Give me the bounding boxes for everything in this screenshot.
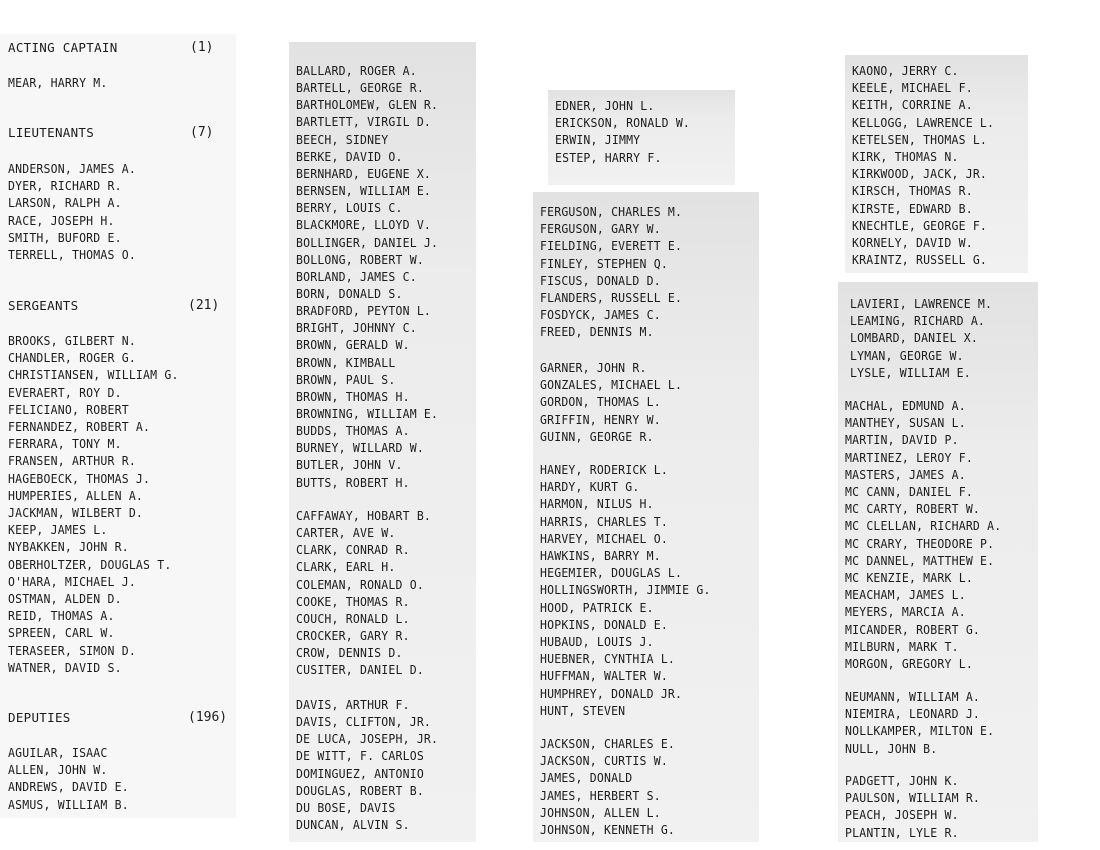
roster-name: KIRSTE, EDWARD B. [852,200,973,216]
roster-name: BROWN, KIMBALL [296,354,396,370]
roster-name: MC CLELLAN, RICHARD A. [845,518,1002,534]
roster-name: BURNEY, WILLARD W. [296,440,424,456]
roster-name: EDNER, JOHN L. [555,98,655,113]
roster-name: FIELDING, EVERETT E. [540,238,683,254]
roster-name: HAWKINS, BARRY M. [540,548,661,563]
roster-name: HOOD, PATRICK E. [540,599,654,615]
roster-name: MANTHEY, SUSAN L. [845,415,966,431]
roster-name: HOPKINS, DONALD E. [540,616,668,632]
roster-name: FERGUSON, CHARLES M. [540,204,683,219]
roster-name: JACKMAN, WILBERT D. [8,505,144,520]
sergeants-count: (21) [188,298,220,313]
roster-name: BRADFORD, PEYTON L. [296,303,432,319]
lieutenants-heading: LIEUTENANTS [8,125,95,140]
roster-name: PLANTIN, LYLE R. [845,824,959,840]
roster-name: BARTLETT, VIRGIL D. [296,114,432,130]
roster-name: PADGETT, JOHN K. [845,773,959,788]
roster-name: BOLLONG, ROBERT W. [296,251,424,267]
roster-name: KAONO, JERRY C. [852,63,959,78]
roster-name: BLACKMORE, LLOYD V. [296,217,432,233]
roster-name: LYSLE, WILLIAM E. [850,364,971,380]
roster-name: NIEMIRA, LEONARD J. [845,706,981,722]
roster-name: BARTHOLOMEW, GLEN R. [296,97,439,113]
roster-name: HARRIS, CHARLES T. [540,513,668,529]
roster-name: HARDY, KURT G. [540,479,640,495]
roster-name: DE LUCA, JOSEPH, JR. [296,731,439,747]
roster-name: DAVIS, ARTHUR F. [296,697,410,712]
deputies-heading: DEPUTIES [8,710,71,725]
roster-name: HANEY, RODERICK L. [540,462,668,477]
roster-name: KIRK, THOMAS N. [852,149,959,164]
roster-name: KNECHTLE, GEORGE F. [852,217,988,233]
roster-name: HUFFMAN, WALTER W. [540,668,668,684]
roster-name: MORGON, GREGORY L. [845,656,973,671]
roster-name: HUMPERIES, ALLEN A. [8,487,144,503]
roster-name: SPREEN, CARL W. [8,625,115,641]
roster-name: FINLEY, STEPHEN Q. [540,255,668,271]
roster-name: MC CARTY, ROBERT W. [845,501,981,517]
roster-name: GARNER, JOHN R. [540,360,647,375]
roster-name: MC KENZIE, MARK L. [845,570,973,585]
roster-name: CROCKER, GARY R. [296,628,410,644]
roster-name: ASMUS, WILLIAM B. [8,796,129,812]
roster-name: DOUGLAS, ROBERT B. [296,782,424,798]
roster-name: BERNSEN, WILLIAM E. [296,183,432,199]
roster-name: BALLARD, ROGER A. [296,63,417,78]
roster-name: BERNHARD, EUGENE X. [296,165,432,181]
lieutenants-count: (7) [190,125,214,140]
roster-name: HARMON, NILUS H. [540,496,654,512]
deputies-count: (196) [188,710,228,725]
roster-name: TERRELL, THOMAS O. [8,247,136,262]
roster-name: MARTIN, DAVID P. [845,432,959,448]
roster-name: KEITH, CORRINE A. [852,97,973,113]
roster-name: ERICKSON, RONALD W. [555,115,691,131]
roster-name: MARTINEZ, LEROY F. [845,449,973,465]
roster-name: OBERHOLTZER, DOUGLAS T. [8,556,172,572]
roster-name: LOMBARD, DANIEL X. [850,330,978,346]
roster-name: CLARK, EARL H. [296,559,396,575]
roster-name: MICANDER, ROBERT G. [845,621,981,637]
roster-name: RACE, JOSEPH H. [8,212,115,228]
roster-name: LARSON, RALPH A. [8,195,122,211]
roster-name: BORLAND, JAMES C. [296,268,417,284]
roster-name: BARTELL, GEORGE R. [296,80,424,96]
roster-name: WATNER, DAVID S. [8,659,122,675]
roster-name: HUNT, STEVEN [540,702,626,718]
roster-name: BERKE, DAVID O. [296,148,403,164]
roster-name: HUBAUD, LOUIS J. [540,634,654,649]
roster-name: ANDREWS, DAVID E. [8,779,129,795]
acting-captain-heading: ACTING CAPTAIN [8,40,118,55]
roster-name: MEACHAM, JAMES L. [845,587,966,603]
roster-name: BEECH, SIDNEY [296,131,389,147]
roster-name: LAVIERI, LAWRENCE M. [850,296,993,311]
roster-name: HARVEY, MICHAEL O. [540,530,668,546]
roster-name: BROWN, GERALD W. [296,337,410,353]
roster-name: PAULSON, WILLIAM R. [845,790,981,806]
roster-name: LYMAN, GEORGE W. [850,347,964,363]
roster-name: HEGEMIER, DOUGLAS L. [540,565,683,581]
roster-name: SMITH, BUFORD E. [8,229,122,245]
roster-name: MASTERS, JAMES A. [845,466,966,482]
roster-name: LEAMING, RICHARD A. [850,313,986,329]
roster-name: ANDERSON, JAMES A. [8,161,136,176]
roster-name: CROW, DENNIS D. [296,645,403,661]
roster-name: BROOKS, GILBERT N. [8,333,136,348]
roster-name: ESTEP, HARRY F. [555,149,662,165]
roster-name: JAMES, HERBERT S. [540,787,661,803]
roster-name: BOLLINGER, DANIEL J. [296,234,439,250]
roster-name: MEAR, HARRY M. [8,75,108,90]
roster-name: CHANDLER, ROGER G. [8,350,136,366]
roster-name: GONZALES, MICHAEL L. [540,377,683,393]
roster-name: BUTLER, JOHN V. [296,457,403,473]
roster-name: BUDDS, THOMAS A. [296,423,410,439]
roster-name: BERRY, LOUIS C. [296,200,403,216]
roster-name: GRIFFIN, HENRY W. [540,411,661,427]
roster-name: GORDON, THOMAS L. [540,394,661,410]
roster-name: KEEP, JAMES L. [8,522,108,538]
roster-name: KRAINTZ, RUSSELL G. [852,252,988,268]
roster-name: ERWIN, JIMMY [555,132,641,148]
roster-name: NULL, JOHN B. [845,740,938,756]
roster-name: KEELE, MICHAEL F. [852,80,973,96]
roster-name: MC DANNEL, MATTHEW E. [845,552,995,568]
roster-name: FOSDYCK, JAMES C. [540,307,661,323]
sergeants-heading: SERGEANTS [8,298,79,313]
roster-name: COOKE, THOMAS R. [296,593,410,609]
roster-name: HOLLINGSWORTH, JIMMIE G. [540,582,711,598]
roster-name: JOHNSON, KENNETH G. [540,822,676,837]
roster-name: MACHAL, EDMUND A. [845,398,966,413]
roster-name: OSTMAN, ALDEN D. [8,591,122,606]
roster-name: MEYERS, MARCIA A. [845,604,966,620]
roster-name: DOMINGUEZ, ANTONIO [296,765,424,781]
roster-name: JACKSON, CURTIS W. [540,753,668,769]
roster-name: JAMES, DONALD [540,770,633,786]
roster-name: DU BOSE, DAVIS [296,799,396,815]
roster-name: HUEBNER, CYNTHIA L. [540,651,676,667]
roster-name: DYER, RICHARD R. [8,178,122,194]
roster-name: BROWNING, WILLIAM E. [296,406,439,421]
roster-name: COLEMAN, RONALD O. [296,576,424,592]
roster-name: FERNANDEZ, ROBERT A. [8,419,151,434]
roster-name: JACKSON, CHARLES E. [540,736,676,751]
roster-name: BROWN, THOMAS H. [296,388,410,404]
roster-name: NYBAKKEN, JOHN R. [8,539,129,555]
roster-name: ALLEN, JOHN W. [8,762,108,778]
acting-captain-count: (1) [190,40,214,55]
roster-name: KIRSCH, THOMAS R. [852,183,973,199]
roster-name: HAGEBOECK, THOMAS J. [8,470,151,486]
roster-name: REID, THOMAS A. [8,608,115,624]
roster-name: O'HARA, MICHAEL J. [8,573,136,589]
roster-name: AGUILAR, ISAAC [8,745,108,760]
roster-name: COUCH, RONALD L. [296,610,410,626]
roster-name: MC CANN, DANIEL F. [845,484,973,499]
roster-name: PEACH, JOSEPH W. [845,807,959,823]
roster-name: BUTTS, ROBERT H. [296,474,410,490]
roster-name: BRIGHT, JOHNNY C. [296,320,417,336]
roster-name: GUINN, GEORGE R. [540,428,654,444]
roster-name: DAVIS, CLIFTON, JR. [296,714,432,730]
roster-name: FERGUSON, GARY W. [540,221,661,237]
roster-name: EVERAERT, ROY D. [8,384,122,400]
roster-name: CUSITER, DANIEL D. [296,662,424,678]
roster-name: CHRISTIANSEN, WILLIAM G. [8,367,179,383]
roster-name: DE WITT, F. CARLOS [296,748,424,764]
roster-name: MILBURN, MARK T. [845,638,959,654]
roster-name: KORNELY, DAVID W. [852,235,973,250]
roster-name: CARTER, AVE W. [296,525,396,541]
roster-name: FLANDERS, RUSSELL E. [540,290,683,305]
roster-name: JOHNSON, ALLEN L. [540,804,661,820]
roster-name: FREED, DENNIS M. [540,324,654,340]
roster-name: CLARK, CONRAD R. [296,542,410,558]
roster-name: FELICIANO, ROBERT [8,401,129,417]
roster-name: KELLOGG, LAWRENCE L. [852,114,995,130]
roster-name: BORN, DONALD S. [296,285,403,301]
roster-name: NEUMANN, WILLIAM A. [845,689,981,704]
roster-name: KIRKWOOD, JACK, JR. [852,166,988,182]
roster-name: NOLLKAMPER, MILTON E. [845,723,995,739]
roster-name: HUMPHREY, DONALD JR. [540,685,683,701]
roster-name: BROWN, PAUL S. [296,371,396,387]
roster-name: CAFFAWAY, HOBART B. [296,508,432,523]
roster-name: KETELSEN, THOMAS L. [852,131,988,147]
roster-name: FRANSEN, ARTHUR R. [8,453,136,469]
roster-name: FISCUS, DONALD D. [540,272,661,288]
roster-name: TERASEER, SIMON D. [8,642,136,658]
roster-name: MC CRARY, THEODORE P. [845,535,995,551]
roster-name: FERRARA, TONY M. [8,436,122,452]
roster-name: DUNCAN, ALVIN S. [296,817,410,833]
